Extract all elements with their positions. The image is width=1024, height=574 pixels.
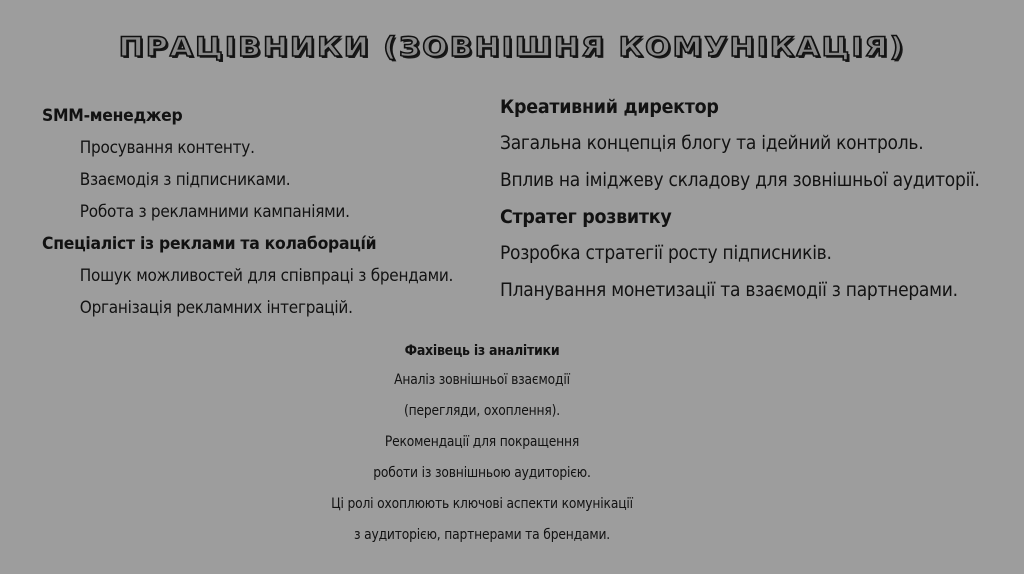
left-column xyxy=(42,100,512,324)
role-duty: Робота з рекламними кампаніями. xyxy=(79,202,350,222)
right-column xyxy=(500,89,1020,309)
summary-text: Ці ролі охоплюють ключові аспекти комунікації xyxy=(331,496,633,512)
role-growth-strategist xyxy=(500,199,1020,309)
summary-text: з аудиторією, партнерами та брендами. xyxy=(353,527,611,543)
role-heading: Спеціаліст із реклами та колабораці́й xyxy=(42,234,377,254)
role-duty: Розробка стратегії росту підписників. xyxy=(500,242,832,264)
role-heading: Креативний директор xyxy=(500,96,719,118)
role-duty: Загальна концепція блогу та ідейний контроль. xyxy=(500,132,924,154)
slide-title: ПРАЦІВНИКИ (ЗОВНІШНЯ КОМУНІКАЦІЯ) xyxy=(118,31,906,64)
role-duty: Планування монетизації та взаємодії з партнерами. xyxy=(500,279,958,301)
role-duty: Організація рекламних інтеграцій. xyxy=(79,298,353,318)
role-duty: роботи із зовнішньою аудиторією. xyxy=(373,465,591,481)
role-duty: Пошук можливостей для співпраці з брендами. xyxy=(79,266,454,286)
role-creative-director xyxy=(500,89,1020,199)
role-duty: (перегляди, охоплення). xyxy=(403,403,561,419)
role-duty: Вплив на іміджеву складову для зовнішньої аудиторії. xyxy=(500,169,980,191)
role-duty: Рекомендації для покращення xyxy=(384,434,580,450)
role-ads-specialist xyxy=(42,228,512,324)
role-duty: Просування контенту. xyxy=(79,138,255,158)
role-analytics-specialist xyxy=(262,337,702,551)
role-duty: Взаємодія з підписниками. xyxy=(79,170,291,190)
role-heading: Стратег розвитку xyxy=(500,206,672,228)
role-smm-manager xyxy=(42,100,512,228)
role-heading: SMM-менеджер xyxy=(42,106,183,126)
role-duty: Аналіз зовнішньої взаємодії xyxy=(394,372,570,388)
role-heading: Фахівець із аналітики xyxy=(404,343,560,359)
